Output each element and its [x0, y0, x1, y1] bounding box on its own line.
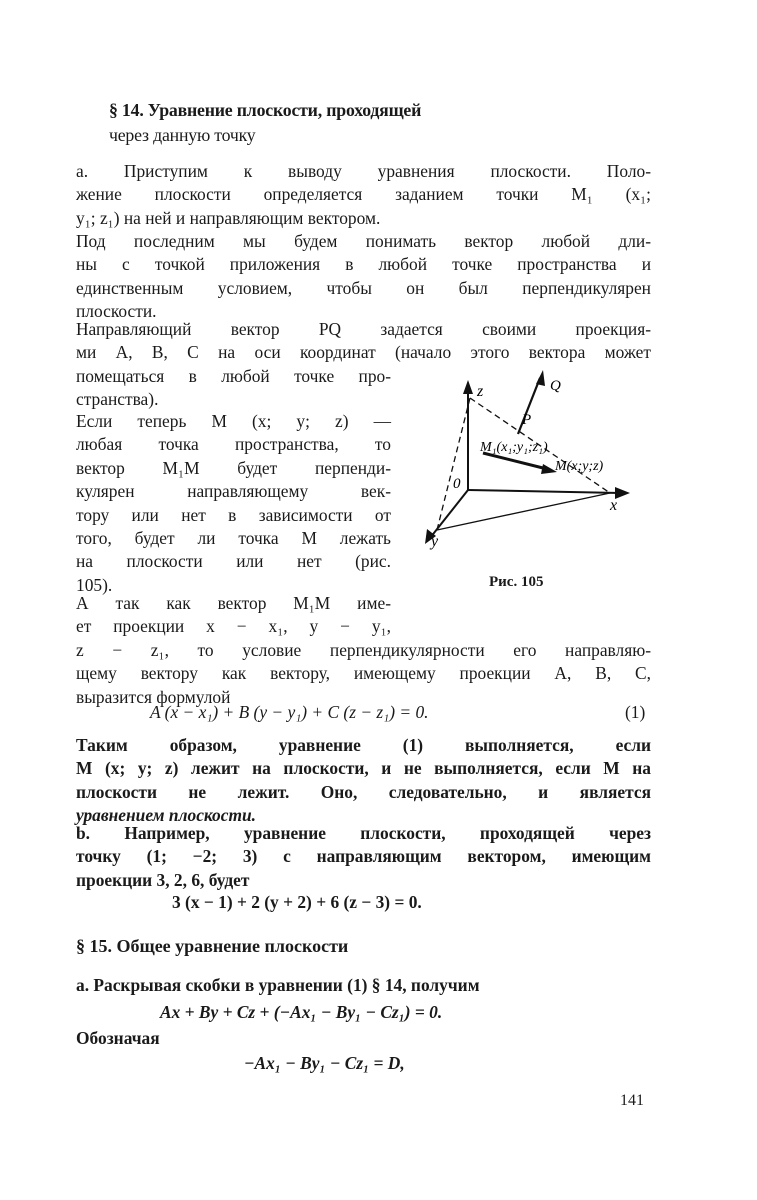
paragraph-vector — [76, 230, 651, 324]
paragraph-since — [76, 592, 651, 709]
label-q: Q — [550, 378, 561, 394]
page-number: 141 — [620, 1092, 644, 1109]
paragraph-line: ет проекции x − x₁, y − y₁, — [76, 616, 391, 637]
equation-3: Ax + By + Cz + (−Ax₁ − By₁ − Cz₁) = 0. — [160, 1002, 443, 1022]
paragraph-line: Обозначая — [76, 1028, 160, 1048]
paragraph-line: Таким образом, уравнение (1) выполняется, если — [76, 735, 651, 755]
m1m-vector — [483, 453, 547, 469]
paragraph-line: странства). — [76, 389, 159, 410]
paragraph-line: а. Приступим к выводу уравнения плоскости. Поло- — [76, 161, 651, 181]
paragraph-line: проекции 3, 2, 6, будет — [76, 869, 250, 890]
label-y: y — [431, 533, 439, 550]
section-15-heading: § 15. Общее уравнение плоскости — [76, 936, 349, 956]
equation-1-number: (1) — [625, 702, 646, 722]
figure-105 — [405, 368, 655, 553]
label-p: P — [522, 412, 532, 428]
label-x: x — [610, 497, 618, 514]
paragraph-line: любая точка пространства, то — [76, 434, 391, 455]
paragraph-line: щему вектору как вектору, имеющему проекции A, B, C, — [76, 663, 651, 684]
paragraph-line: помещаться в любой точке про- — [76, 365, 391, 386]
paragraph-a — [76, 160, 651, 230]
paragraph-line: а. Раскрывая скобки в уравнении (1) § 14, получим — [76, 975, 480, 995]
paragraph-line: вектор M₁M будет перпенди- — [76, 457, 391, 478]
figure-caption: Рис. 105 — [489, 574, 544, 590]
paragraph-line: M (x; y; z) лежит на плоскости, и не выполняется, если M на — [76, 758, 651, 779]
paragraph-c — [76, 974, 651, 997]
pq-vector-arrow — [536, 370, 545, 386]
paragraph-line: на плоскости или нет (рис. — [76, 551, 391, 572]
y-axis — [430, 490, 468, 538]
paragraph-line: единственным условием, чтобы он был перпендикулярен — [76, 277, 651, 298]
paragraph-line: жение плоскости определяется заданием точки M₁ (x₁; — [76, 184, 651, 205]
paragraph-line: Направляющий вектор PQ задается своими проекция- — [76, 319, 651, 339]
equation-2: 3 (x − 1) + 2 (y + 2) + 6 (z − 3) = 0. — [172, 892, 422, 912]
paragraph-line: ми A, B, C на оси координат (начало этого вектора может — [76, 342, 651, 363]
label-m: M(x;y;z) — [555, 459, 604, 474]
paragraph-line: Под последним мы будем понимать вектор любой дли- — [76, 231, 651, 251]
paragraph-line: Если теперь M (x; y; z) — — [76, 411, 391, 431]
paragraph-line: 105). — [76, 574, 113, 595]
paragraph-line: кулярен направляющему век- — [76, 481, 391, 502]
paragraph-line: y₁; z₁) на ней и направляющим вектором. — [76, 207, 381, 228]
label-m1: M₁(x₁;y₁;z₁) — [480, 440, 548, 455]
label-z: z — [477, 383, 484, 400]
x-axis — [468, 490, 620, 493]
paragraph-line: точку (1; −2; 3) с направляющим вектором, имеющим — [76, 846, 651, 867]
paragraph-line: b. Например, уравнение плоскости, проходящей через — [76, 823, 651, 843]
paragraph-line: уравнением плоскости. — [76, 805, 257, 826]
label-origin: 0 — [453, 476, 461, 492]
equation-4: −Ax₁ − By₁ − Cz₁ = D, — [244, 1053, 405, 1073]
section-14-heading — [109, 98, 579, 148]
x-axis-arrow — [615, 487, 630, 499]
plane-edge — [437, 493, 610, 530]
paragraph-line: ны с точкой приложения в любой точке пространства и — [76, 254, 651, 275]
section-14-title-line2: через данную точку — [109, 125, 256, 145]
z-axis-arrow — [463, 380, 473, 394]
plane-edge — [437, 398, 470, 530]
section-14-title-line1: § 14. Уравнение плоскости, проходящей — [109, 100, 422, 120]
paragraph-line: z − z₁, то условие перпендикулярности его направляю- — [76, 639, 651, 660]
paragraph-if — [76, 410, 391, 597]
paragraph-line: того, будет ли точка M лежать — [76, 528, 391, 549]
equation-1: A (x − x₁) + B (y − y₁) + C (z − z₁) = 0. — [150, 702, 429, 722]
paragraph-line: А так как вектор M₁M име- — [76, 593, 391, 613]
paragraph-line: выразится формулой — [76, 686, 231, 707]
paragraph-denote — [76, 1027, 651, 1050]
paragraph-thus — [76, 734, 651, 828]
paragraph-line: тору или нет в зависимости от — [76, 504, 391, 525]
paragraph-line: плоскости. — [76, 301, 157, 322]
paragraph-line: плоскости не лежит. Оно, следовательно, и является — [76, 781, 651, 802]
paragraph-b — [76, 822, 651, 892]
figure-105-drawing — [405, 368, 655, 553]
